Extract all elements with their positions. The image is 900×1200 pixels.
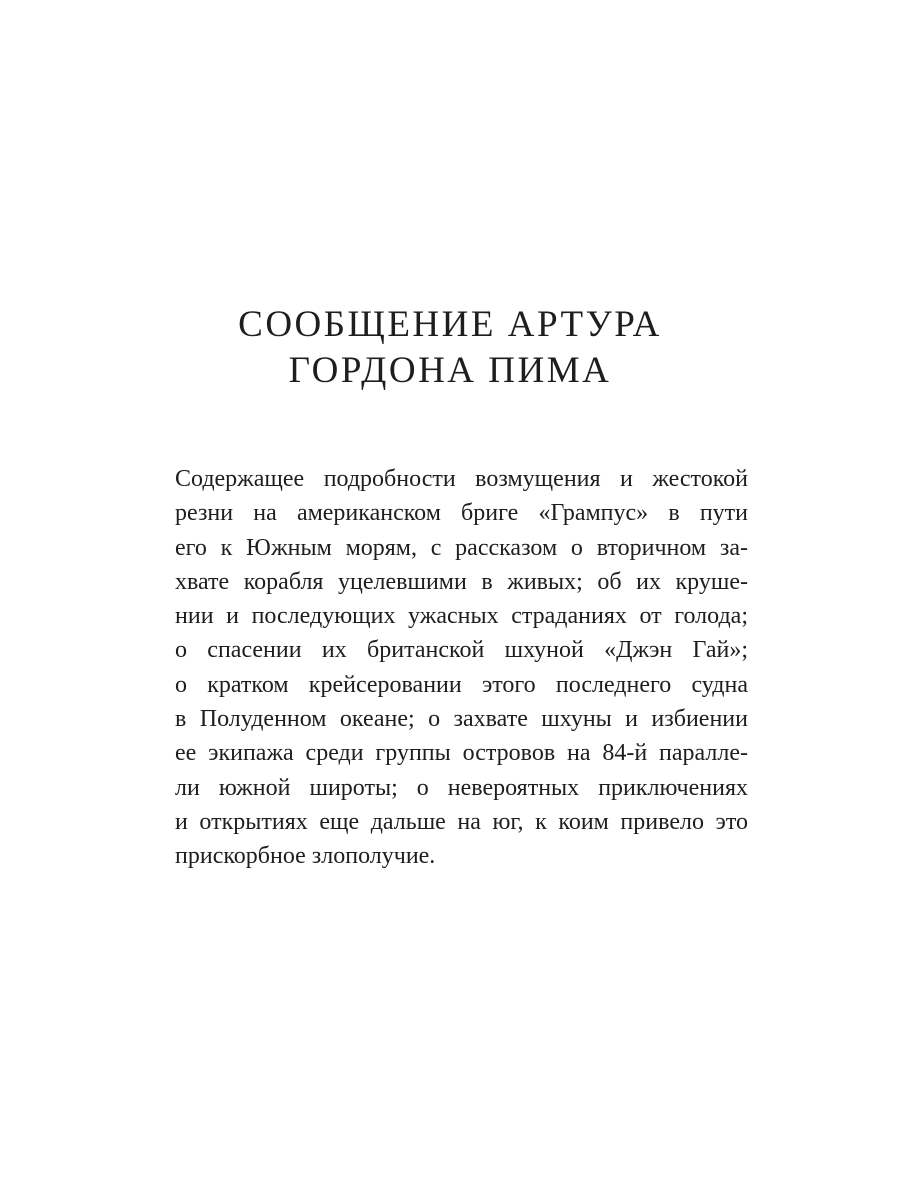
subtitle-line: прискорбное злополучие. — [175, 843, 436, 870]
subtitle-paragraph — [175, 462, 748, 874]
title-line-1: СООБЩЕНИЕ АРТУРА — [238, 304, 662, 345]
subtitle-line: и открытиях еще дальше на юг, к коим привело это — [175, 808, 748, 835]
subtitle-line: о кратком крейсеровании этого последнего судна — [175, 671, 748, 698]
subtitle-line: ли южной широты; о невероятных приключениях — [175, 774, 748, 801]
subtitle-line: в Полуденном океане; о захвате шхуны и избиении — [175, 706, 748, 733]
subtitle-line: его к Южным морям, с рассказом о вторичном за- — [175, 534, 748, 561]
title-line-2: ГОРДОНА ПИМА — [288, 350, 612, 391]
page-title — [0, 302, 900, 394]
subtitle-line: хвате корабля уцелевшими в живых; об их круше- — [175, 568, 748, 595]
subtitle-line: нии и последующих ужасных страданиях от голода; — [175, 603, 748, 630]
subtitle-line: о спасении их британской шхуной «Джэн Гай»; — [175, 637, 748, 664]
subtitle-line: ее экипажа среди группы островов на 84-й паралле- — [175, 740, 748, 767]
subtitle-line: Содержащее подробности возмущения и жестокой — [175, 466, 748, 492]
subtitle-line: резни на американском бриге «Грампус» в пути — [175, 500, 748, 527]
